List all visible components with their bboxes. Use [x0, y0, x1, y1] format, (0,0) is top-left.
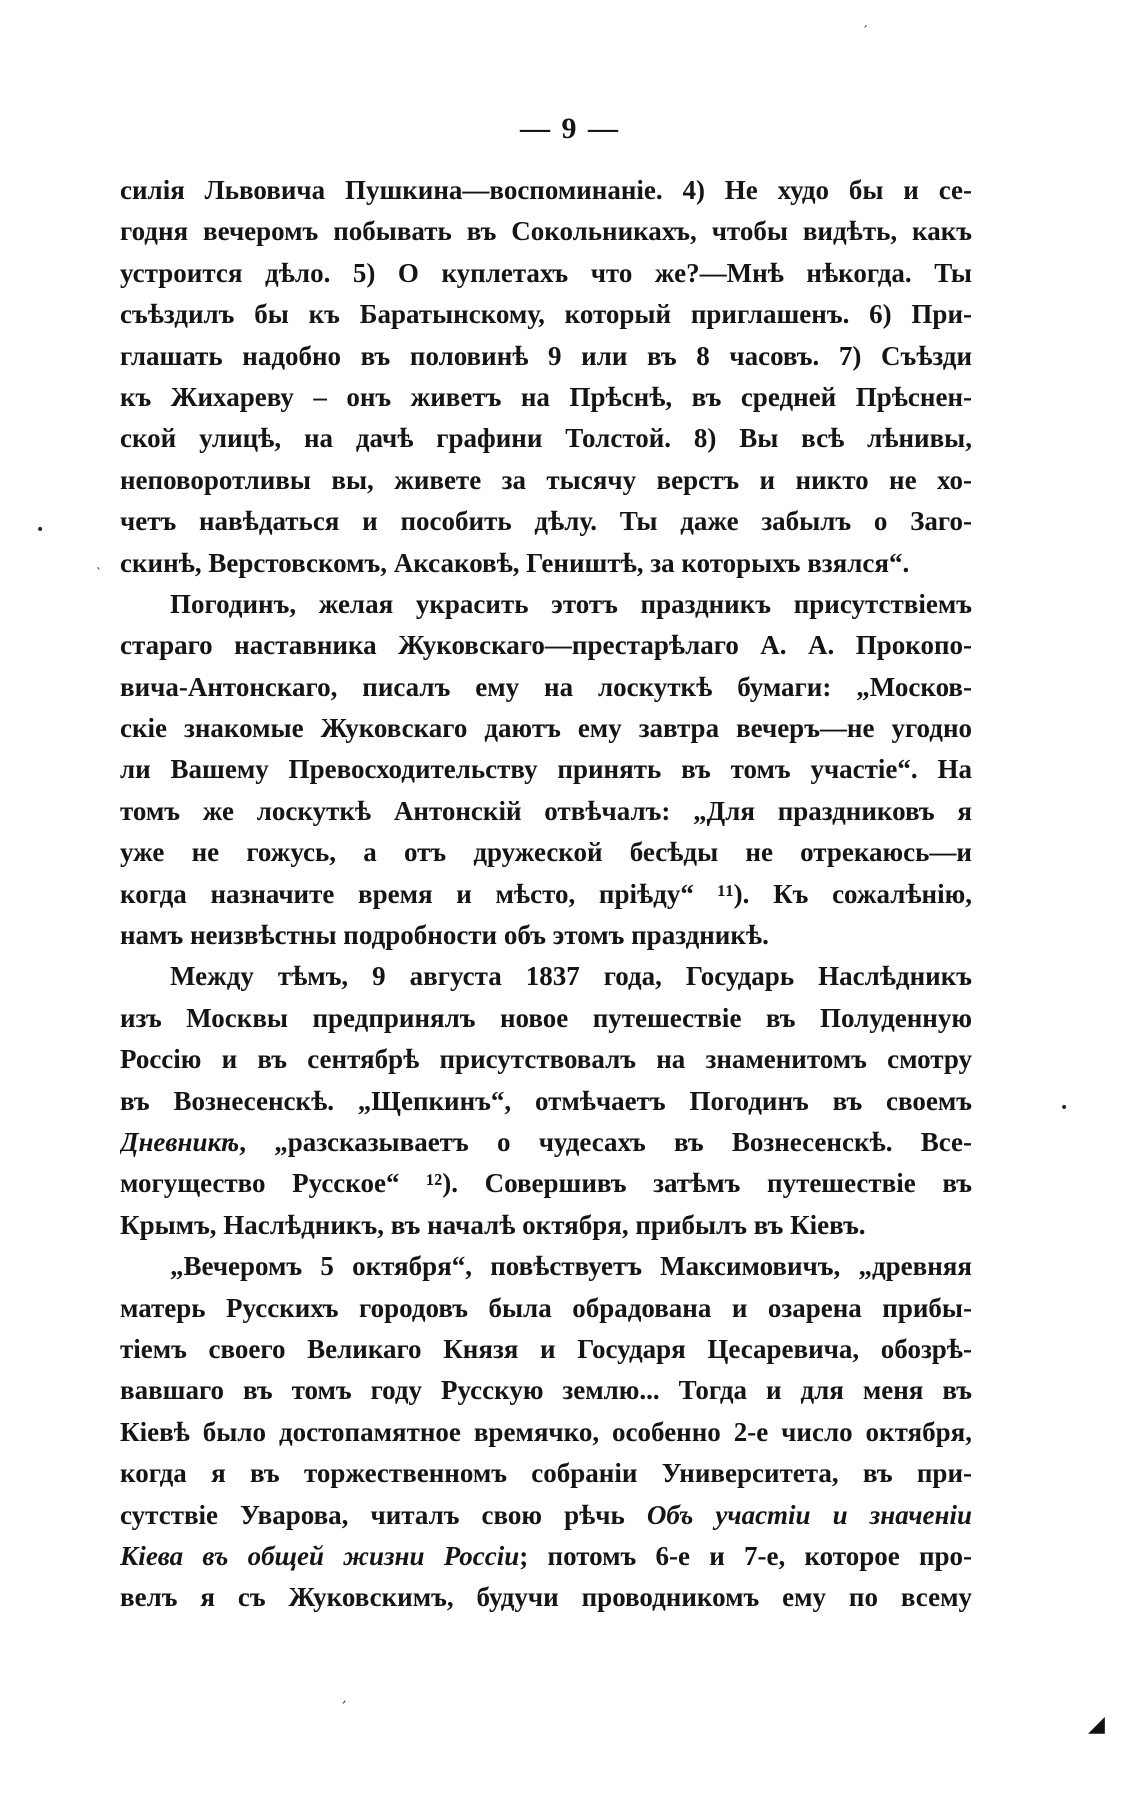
- text-line: [120, 874, 972, 915]
- text-line: [120, 460, 972, 501]
- body-text: [120, 170, 972, 1619]
- text-segment: вича-Антонскаго, писалъ ему на лоскуткѣ бумаги: „Москов-: [120, 671, 972, 702]
- text-line: [120, 667, 972, 708]
- text-line: [120, 1122, 972, 1163]
- page-corner-mark: ◢: [1088, 1712, 1105, 1737]
- text-line: [120, 1536, 972, 1577]
- text-segment: силія Львовича Пушкина—воспоминаніе. 4) Не худо бы и се-: [120, 175, 972, 205]
- text-line: [120, 1163, 972, 1204]
- text-line: [120, 832, 972, 873]
- text-line: [120, 1246, 972, 1287]
- scan-speck: ˏ: [340, 1688, 347, 1704]
- text-line: [120, 998, 972, 1039]
- text-line: [120, 501, 972, 542]
- text-segment: съѣздилъ бы къ Баратынскому, который приглашенъ. 6) При-: [120, 299, 972, 330]
- text-line: [120, 1495, 972, 1536]
- text-segment: ской улицѣ, на дачѣ графини Толстой. 8) Вы всѣ лѣнивы,: [120, 423, 972, 454]
- text-segment: скинѣ, Верстовскомъ, Аксаковѣ, Геништѣ, за которыхъ взялся“.: [120, 547, 910, 578]
- scan-speck: ˊ: [862, 24, 868, 38]
- text-line: [120, 336, 972, 377]
- text-line: [120, 1329, 972, 1370]
- text-segment: , „разсказываетъ о чудесахъ въ Вознесенскѣ. Все-: [239, 1126, 972, 1157]
- text-line: [120, 253, 972, 294]
- text-segment: изъ Москвы предпринялъ новое путешествіе въ Полуденную: [120, 1002, 972, 1033]
- text-line: [120, 418, 972, 459]
- italic-text: Объ участіи и значеніи: [646, 1499, 972, 1530]
- scan-speck: •: [1060, 1100, 1069, 1116]
- text-line: [120, 211, 972, 252]
- text-line: [120, 625, 972, 666]
- text-segment: ли Вашему Превосходительству принять въ томъ участіе“. На: [120, 754, 972, 785]
- text-line: [120, 956, 972, 997]
- text-line: [120, 749, 972, 790]
- text-segment: намъ неизвѣстны подробности объ этомъ праздникѣ.: [120, 920, 769, 951]
- text-segment: Крымъ, Наслѣдникъ, въ началѣ октября, прибылъ въ Кіевъ.: [120, 1209, 866, 1240]
- text-segment: скіе знакомые Жуковскаго даютъ ему завтра вечеръ—не угодно: [120, 713, 972, 744]
- text-segment: могущество Русское“ ¹²). Совершивъ затѣмъ путешествіе въ: [120, 1168, 972, 1199]
- text-segment: годня вечеромъ побывать въ Сокольникахъ, чтобы видѣть, какъ: [120, 216, 972, 247]
- text-segment: Между тѣмъ, 9 августа 1837 года, Государь Наслѣдникъ: [170, 961, 972, 992]
- italic-text: Дневникѣ: [120, 1126, 240, 1157]
- scan-speck: ˋ: [96, 566, 102, 580]
- text-line: [120, 708, 972, 749]
- text-line: [120, 1370, 972, 1411]
- italic-text: Кіева въ общей жизни Россіи: [120, 1540, 520, 1571]
- text-line: [120, 377, 972, 418]
- text-line: [120, 1081, 972, 1122]
- text-line: [120, 170, 972, 211]
- scan-speck: •: [36, 522, 45, 538]
- text-segment: четъ навѣдаться и пособить дѣлу. Ты даже забылъ о Заго-: [120, 506, 972, 537]
- text-segment: уже не гожусь, а отъ дружеской бесѣды не отрекаюсь—и: [120, 837, 972, 868]
- text-segment: тіемъ своего Великаго Князя и Государя Цесаревича, обозрѣ-: [120, 1333, 972, 1364]
- text-line: [120, 1412, 972, 1453]
- text-segment: къ Жихареву – онъ живетъ на Прѣснѣ, въ средней Прѣснен-: [120, 381, 972, 412]
- text-segment: когда я въ торжественномъ собраніи Университета, въ при-: [120, 1458, 972, 1489]
- text-line: [120, 1577, 972, 1618]
- text-line: [120, 791, 972, 832]
- text-segment: томъ же лоскуткѣ Антонскій отвѣчалъ: „Для праздниковъ я: [120, 795, 972, 826]
- text-segment: вавшаго въ томъ году Русскую землю... Тогда и для меня въ: [120, 1375, 972, 1406]
- text-segment: въ Вознесенскѣ. „Щепкинъ“, отмѣчаетъ Погодинъ въ своемъ: [120, 1085, 972, 1116]
- text-segment: устроится дѣло. 5) О куплетахъ что же?—Мнѣ нѣкогда. Ты: [120, 257, 972, 288]
- text-segment: „Вечеромъ 5 октября“, повѣствуетъ Максимовичъ, „древняя: [170, 1251, 972, 1282]
- text-line: [120, 915, 972, 956]
- text-line: [120, 584, 972, 625]
- text-segment: стараго наставника Жуковскаго—престарѣлаго А. А. Прокопо-: [120, 630, 972, 661]
- text-line: [120, 1288, 972, 1329]
- text-segment: Погодинъ, желая украсить этотъ праздникъ присутствіемъ: [170, 588, 972, 619]
- text-segment: Кіевѣ было достопамятное времячко, особенно 2-е число октября,: [120, 1416, 972, 1447]
- text-line: [120, 543, 972, 584]
- text-line: [120, 1205, 972, 1246]
- text-segment: матерь Русскихъ городовъ была обрадована и озарена прибы-: [120, 1292, 972, 1323]
- text-line: [120, 1453, 972, 1494]
- text-segment: неповоротливы вы, живете за тысячу верстъ и никто не хо-: [120, 464, 972, 495]
- text-segment: когда назначите время и мѣсто, пріѣду“ ¹¹). Къ сожалѣнію,: [120, 878, 972, 909]
- text-segment: ; потомъ 6-е и 7-е, которое про-: [519, 1540, 972, 1571]
- text-segment: Россію и въ сентябрѣ присутствовалъ на знаменитомъ смотру: [120, 1044, 972, 1075]
- page-number: — 9 —: [520, 112, 620, 145]
- text-line: [120, 294, 972, 335]
- text-line: [120, 1039, 972, 1080]
- text-segment: велъ я съ Жуковскимъ, будучи проводникомъ ему по всему: [120, 1582, 972, 1613]
- text-segment: глашать надобно въ половинѣ 9 или въ 8 часовъ. 7) Съѣзди: [120, 340, 972, 371]
- text-segment: сутствіе Уварова, читалъ свою рѣчь: [120, 1499, 647, 1530]
